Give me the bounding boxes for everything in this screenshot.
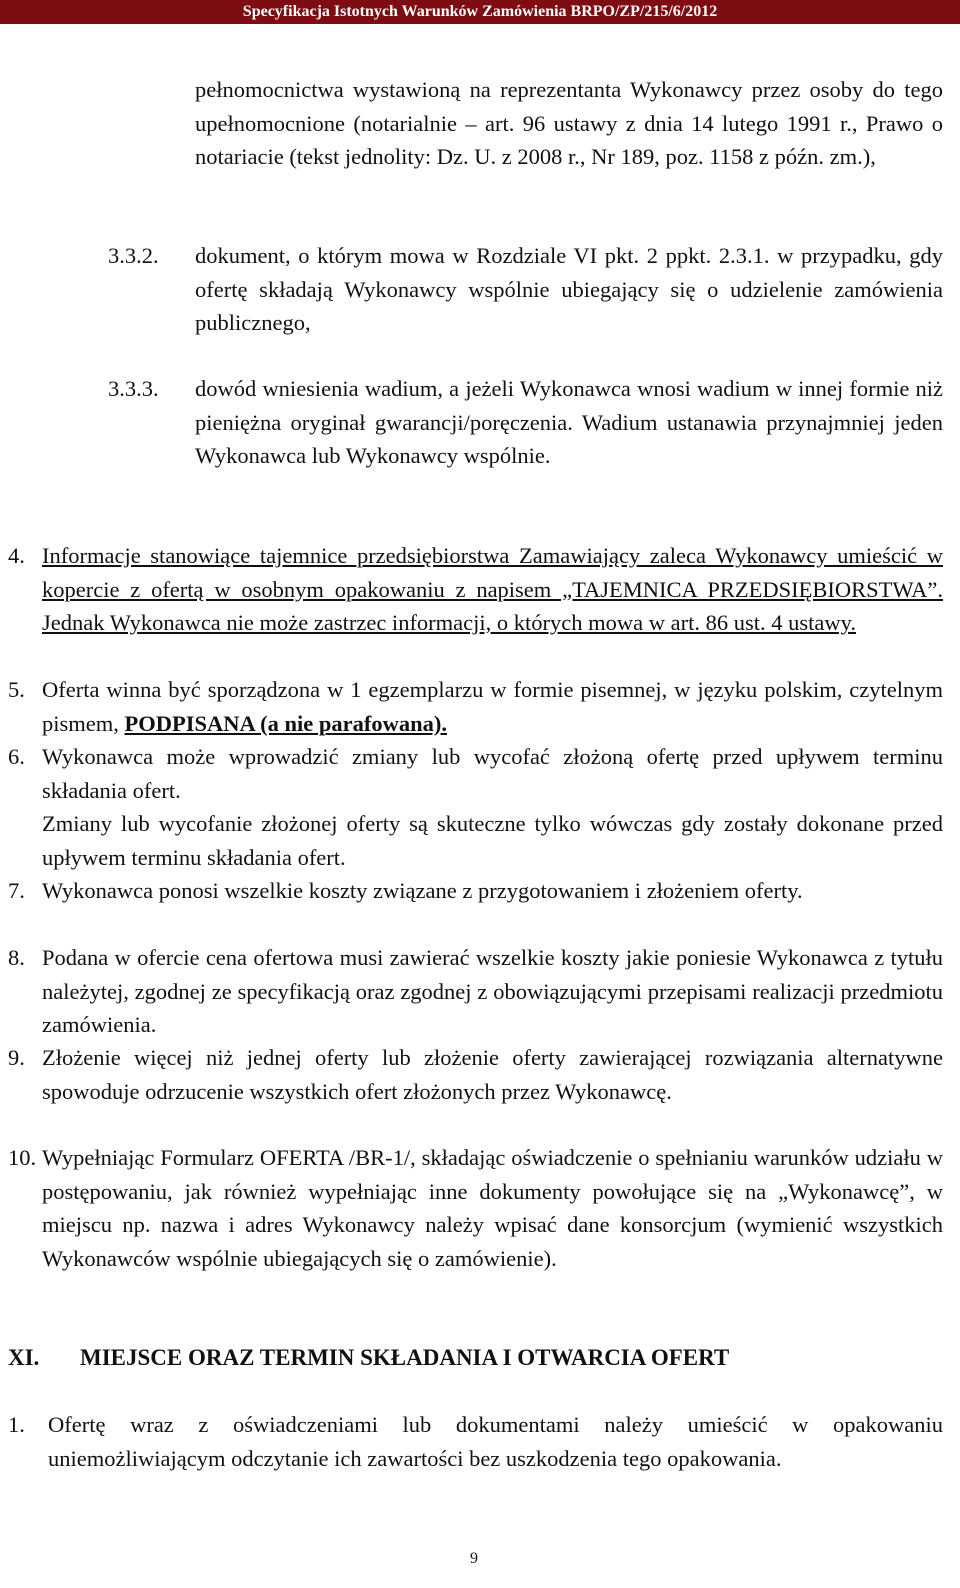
list-item-number: 9.: [8, 1045, 25, 1070]
section-number: XI.: [8, 1345, 40, 1370]
sub-item-text: dokument, o którym mowa w Rozdziale VI pkt. 2 ppkt. 2.3.1. w przypadku, gdy ofertę składają Wykonawcy wspólnie ubiegający się o udzielenie zamówienia publicznego,: [195, 243, 943, 335]
list-item-text-plain: Oferta winna być sporządzona w 1 egzemplarzu w formie pisemnej, w języku polskim, czytelnym pismem,: [42, 677, 943, 736]
sub-item-number: 3.3.3.: [108, 376, 159, 401]
sub-item-text: dowód wniesienia wadium, a jeżeli Wykonawca wnosi wadium w innej formie niż pieniężna oryginał gwarancji/poręczenia. Wadium ustanawia przynajmniej jeden Wykonawca lub Wykonawcy wspólnie.: [195, 376, 943, 468]
list-item-text: [42, 673, 943, 740]
list-item-text: Wypełniając Formularz OFERTA /BR-1/, składając oświadczenie o spełnianiu warunków udziału w postępowaniu, jak również wypełniając inne dokumenty powołujące się na „Wykonawcę”, w miejscu np. nazwa i adres Wykonawcy należy wpisać dane konsorcjum (wymienić wszystkich Wykonawców wspólnie ubiegających się o zamówienie).: [42, 1145, 943, 1271]
list-item-text: Wykonawca ponosi wszelkie koszty związane z przygotowaniem i złożeniem oferty.: [42, 878, 803, 903]
section-item-text: Ofertę wraz z oświadczeniami lub dokumentami należy umieścić w opakowaniu uniemożliwiającym odczytanie ich zawartości bez uszkodzenia tego opakowania.: [48, 1412, 943, 1471]
list-item-number: 5.: [8, 677, 25, 702]
list-item-text-continuation: Zmiany lub wycofanie złożonej oferty są skuteczne tylko wówczas gdy zostały dokonane przed upływem terminu składania ofert.: [42, 811, 943, 870]
page-number: 9: [470, 1550, 478, 1567]
list-item-text-bold: PODPISANA (a nie parafowana).: [124, 710, 448, 736]
section-title: MIEJSCE ORAZ TERMIN SKŁADANIA I OTWARCIA OFERT: [80, 1345, 730, 1370]
list-item-number: 10.: [8, 1145, 37, 1170]
list-item-number: 4.: [8, 543, 25, 568]
list-item-text: Informacje stanowiące tajemnice przedsiębiorstwa Zamawiający zaleca Wykonawcy umieścić w kopercie z ofertą w osobnym opakowaniu z napisem „TAJEMNICA PRZEDSIĘBIORSTWA”. Jednak Wykonawca nie może zastrzec informacji, o których mowa w art. 86 ust. 4 ustawy.: [42, 543, 943, 635]
sub-item-number: 3.3.2.: [108, 243, 159, 268]
list-item-number: 8.: [8, 945, 25, 970]
list-item-number: 6.: [8, 744, 25, 769]
list-item-text: Złożenie więcej niż jednej oferty lub złożenie oferty zawierającej rozwiązania alternatywne spowoduje odrzucenie wszystkich ofert złożonych przez Wykonawcę.: [42, 1045, 943, 1104]
intro-paragraph: pełnomocnictwa wystawioną na reprezentanta Wykonawcy przez osoby do tego upełnomocnione (notarialnie – art. 96 ustawy z dnia 14 lutego 1991 r., Prawo o notariacie (tekst jednolity: Dz. U. z 2008 r., Nr 189, poz. 1158 z późn. zm.),: [195, 77, 943, 169]
section-item-number: 1.: [8, 1412, 25, 1437]
list-item-text: Podana w ofercie cena ofertowa musi zawierać wszelkie koszty jakie poniesie Wykonawca z tytułu należytej, zgodnej ze specyfikacją oraz zgodnej z obowiązującymi przepisami realizacji przedmiotu zamówienia.: [42, 945, 943, 1037]
list-item-text: Wykonawca może wprowadzić zmiany lub wycofać złożoną ofertę przed upływem terminu składania ofert.: [42, 744, 943, 803]
list-item-number: 7.: [8, 878, 25, 903]
document-header: Specyfikacja Istotnych Warunków Zamówienia BRPO/ZP/215/6/2012: [0, 0, 960, 24]
